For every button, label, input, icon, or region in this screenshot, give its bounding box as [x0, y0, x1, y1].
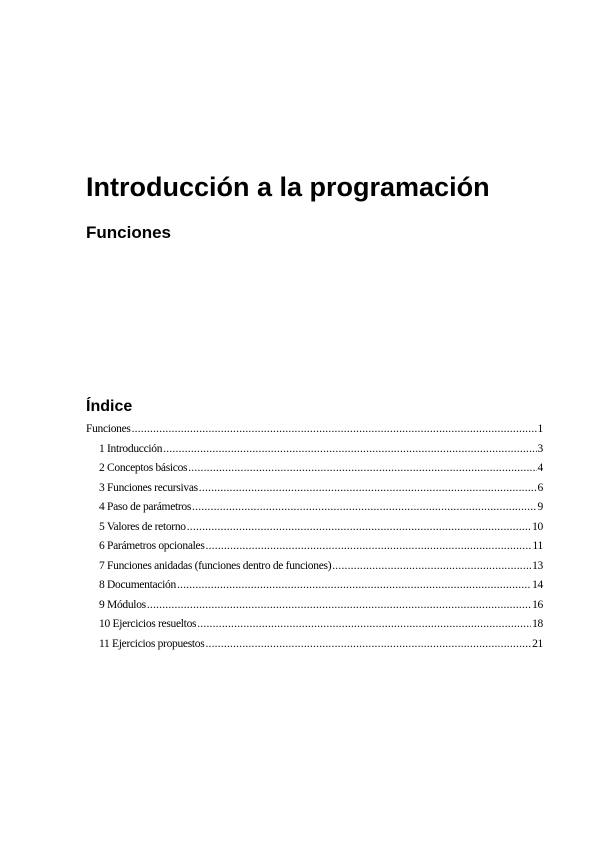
toc-entry-paso-de-parametros[interactable] [86, 498, 543, 518]
toc-entry-page: 18 [532, 618, 543, 630]
toc-dot-leader [332, 557, 531, 577]
toc-entry-label: 1 Introducción [99, 442, 163, 455]
toc-dot-leader [197, 615, 531, 635]
toc-entry-label: Funciones [86, 423, 131, 435]
toc-entry-ejercicios-resueltos[interactable] [86, 615, 543, 635]
toc-dot-leader [147, 596, 531, 616]
toc-entry-introduccion[interactable] [86, 440, 543, 460]
toc-entry-label: 6 Parámetros opcionales [99, 540, 205, 552]
toc-entry-label: 4 Paso de parámetros [99, 501, 192, 513]
toc-entry-page: 11 [532, 540, 543, 552]
toc-entry-label: 7 Funciones anidadas (funciones dentro de funciones) [99, 559, 332, 572]
toc-entry-page: 6 [537, 481, 543, 494]
toc-entry-conceptos-basicos[interactable] [86, 459, 543, 479]
toc-entry-parametros-opcionales[interactable] [86, 537, 543, 557]
toc-dot-leader [187, 518, 531, 538]
toc-entry-label: 11 Ejercicios propuestos [99, 637, 205, 650]
toc-entry-page: 21 [532, 637, 543, 650]
document-subtitle: Funciones [86, 223, 172, 242]
toc-dot-leader [132, 420, 537, 440]
toc-entry-page: 13 [532, 559, 543, 572]
toc-dot-leader [192, 498, 537, 518]
toc-entry-label: 3 Funciones recursivas [99, 481, 198, 494]
toc-entry-label: 9 Módulos [99, 598, 146, 611]
toc-dot-leader [199, 479, 537, 499]
toc-entry-modulos[interactable] [86, 596, 543, 616]
toc-dot-leader [177, 576, 531, 596]
toc-entry-funciones-recursivas[interactable] [86, 479, 543, 499]
toc-entry-documentacion[interactable] [86, 576, 543, 596]
toc-entry-page: 4 [537, 462, 543, 474]
toc-dot-leader [205, 635, 531, 655]
toc-entry-label: 10 Ejercicios resueltos [99, 618, 197, 630]
toc-dot-leader [163, 440, 536, 460]
toc-dot-leader [206, 537, 532, 557]
document-title: Introducción a la programación [86, 172, 490, 202]
toc-entry-page: 16 [532, 598, 543, 611]
toc-entry-label: 5 Valores de retorno [99, 520, 186, 533]
toc-entry-label: 2 Conceptos básicos [99, 462, 188, 474]
toc-heading: Índice [86, 398, 133, 415]
toc-entry-page: 3 [537, 442, 543, 455]
toc-entry-page: 14 [532, 579, 543, 591]
toc-entry-ejercicios-propuestos[interactable] [86, 635, 543, 655]
toc-entry-page: 9 [537, 501, 543, 513]
toc-entry-page: 1 [537, 423, 543, 435]
toc-entry-valores-de-retorno[interactable] [86, 518, 543, 538]
toc-entry-funciones[interactable] [86, 420, 543, 440]
toc-dot-leader [188, 459, 536, 479]
toc-entry-page: 10 [532, 520, 543, 533]
toc-entry-funciones-anidadas[interactable] [86, 557, 543, 577]
toc-entry-label: 8 Documentación [99, 579, 176, 591]
table-of-contents [86, 420, 543, 654]
